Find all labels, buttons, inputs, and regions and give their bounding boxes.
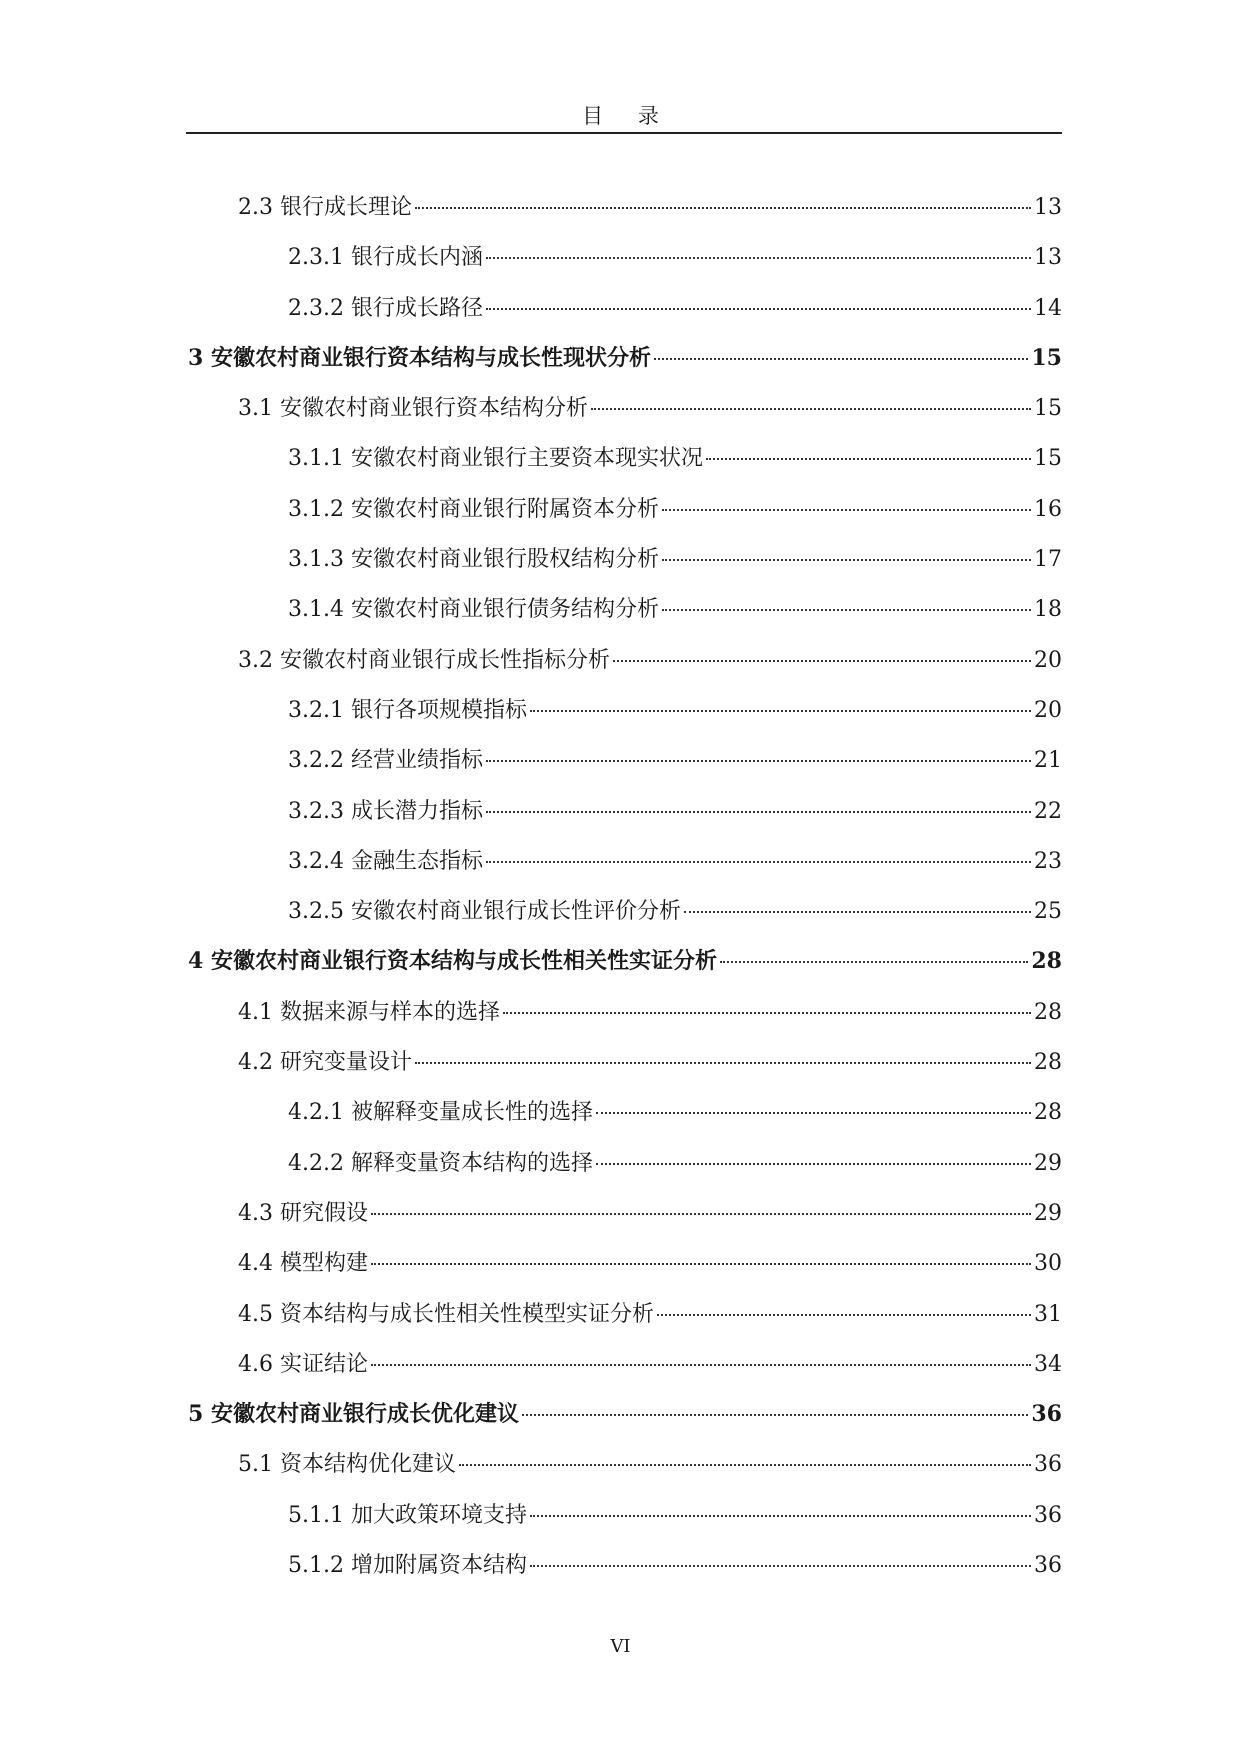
toc-entry[interactable] [186, 341, 1062, 391]
toc-entry[interactable] [186, 1347, 1062, 1397]
toc-entry-label: 3.1.3 安徽农村商业银行股权结构分析 [288, 547, 659, 573]
header-rule [186, 132, 1062, 134]
toc-entry-label: 5.1 资本结构优化建议 [238, 1452, 456, 1478]
toc-entry-page: 31 [1034, 1301, 1062, 1327]
toc-entry-label: 5 安徽农村商业银行成长优化建议 [188, 1401, 519, 1428]
toc-entry[interactable] [186, 492, 1062, 542]
toc-dot-leader [530, 1565, 1031, 1567]
toc-entry[interactable] [186, 1196, 1062, 1246]
toc-entry[interactable] [186, 1297, 1062, 1347]
toc-entry[interactable] [186, 995, 1062, 1045]
toc-dot-leader [415, 1062, 1031, 1064]
toc-entry[interactable] [186, 1498, 1062, 1548]
toc-entry-label: 3.1 安徽农村商业银行资本结构分析 [238, 396, 588, 422]
toc-entry-page: 18 [1034, 597, 1062, 623]
toc-entry[interactable] [186, 1397, 1062, 1447]
toc-entry[interactable] [186, 592, 1062, 642]
toc-dot-leader [706, 458, 1031, 460]
page-header-title: 目 录 [582, 104, 673, 128]
toc-entry-page: 15 [1034, 446, 1062, 472]
toc-entry-page: 23 [1034, 848, 1062, 874]
toc-dot-leader [486, 760, 1031, 762]
toc-entry-page: 29 [1034, 1200, 1062, 1226]
toc-entry-label: 3.1.4 安徽农村商业银行债务结构分析 [288, 597, 659, 623]
toc-entry[interactable] [186, 1246, 1062, 1296]
toc-entry-label: 3.2.4 金融生态指标 [288, 848, 483, 874]
toc-entry-label: 3.2.1 银行各项规模指标 [288, 697, 527, 723]
toc-entry-label: 3.1.1 安徽农村商业银行主要资本现实状况 [288, 446, 703, 472]
toc-entry-page: 36 [1034, 1553, 1062, 1579]
toc-entry[interactable] [186, 291, 1062, 341]
toc-entry[interactable] [186, 542, 1062, 592]
toc-dot-leader [530, 710, 1031, 712]
toc-dot-leader [662, 559, 1031, 561]
toc-dot-leader [662, 509, 1031, 511]
toc-entry[interactable] [186, 1447, 1062, 1497]
toc-dot-leader [371, 1263, 1031, 1265]
toc-entry[interactable] [186, 190, 1062, 240]
toc-entry-page: 28 [1034, 1050, 1062, 1076]
toc-dot-leader [684, 911, 1031, 913]
toc-entry-label: 3.2 安徽农村商业银行成长性指标分析 [238, 647, 610, 673]
toc-dot-leader [371, 1364, 1031, 1366]
toc-entry-page: 28 [1031, 948, 1062, 975]
toc-entry-label: 2.3.1 银行成长内涵 [288, 245, 483, 271]
toc-entry-label: 3.2.3 成长潜力指标 [288, 798, 483, 824]
toc-entry-page: 15 [1034, 396, 1062, 422]
toc-entry[interactable] [186, 1548, 1062, 1598]
toc-entry[interactable] [186, 794, 1062, 844]
toc-entry-label: 4.6 实证结论 [238, 1351, 368, 1377]
toc-entry-page: 34 [1034, 1351, 1062, 1377]
toc-entry-page: 28 [1034, 999, 1062, 1025]
toc-dot-leader [486, 308, 1031, 310]
toc-entry-page: 36 [1034, 1502, 1062, 1528]
toc-entry-label: 3.2.5 安徽农村商业银行成长性评价分析 [288, 899, 681, 925]
toc-entry-page: 29 [1034, 1150, 1062, 1176]
toc-entry-page: 36 [1031, 1401, 1062, 1428]
toc-entry[interactable] [186, 944, 1062, 994]
page-number: VI [610, 1636, 631, 1657]
toc-entry-page: 20 [1034, 697, 1062, 723]
toc-entry-label: 4.2.2 解释变量资本结构的选择 [288, 1150, 593, 1176]
toc-dot-leader [596, 1163, 1031, 1165]
toc-dot-leader [486, 811, 1031, 813]
toc-entry[interactable] [186, 1146, 1062, 1196]
toc-entry-label: 4.5 资本结构与成长性相关性模型实证分析 [238, 1301, 654, 1327]
toc-entry-page: 16 [1034, 496, 1062, 522]
toc-entry-page: 14 [1034, 295, 1062, 321]
toc-entry-label: 5.1.2 增加附属资本结构 [288, 1553, 527, 1579]
toc-entry[interactable] [186, 1095, 1062, 1145]
toc-entry-label: 3.1.2 安徽农村商业银行附属资本分析 [288, 496, 659, 522]
toc-dot-leader [596, 1112, 1031, 1114]
toc-entry-label: 3.2.2 经营业绩指标 [288, 748, 483, 774]
toc-entry-page: 21 [1034, 748, 1062, 774]
toc-entry-label: 2.3 银行成长理论 [238, 195, 412, 220]
toc-dot-leader [415, 207, 1031, 209]
toc-entry-label: 4 安徽农村商业银行资本结构与成长性相关性实证分析 [188, 948, 717, 975]
toc-dot-leader [657, 1314, 1031, 1316]
toc-entry-page: 20 [1034, 647, 1062, 673]
toc-entry[interactable] [186, 844, 1062, 894]
toc-entry-page: 36 [1034, 1452, 1062, 1478]
toc-entry-label: 4.2 研究变量设计 [238, 1050, 412, 1076]
toc-dot-leader [720, 961, 1028, 963]
toc-dot-leader [486, 861, 1031, 863]
toc-entry-page: 25 [1034, 899, 1062, 925]
toc-entry[interactable] [186, 441, 1062, 491]
toc-entry[interactable] [186, 743, 1062, 793]
toc-dot-leader [591, 408, 1031, 410]
table-of-contents [186, 190, 1062, 1598]
toc-entry-page: 28 [1034, 1100, 1062, 1126]
toc-dot-leader [654, 358, 1028, 360]
toc-entry-page: 13 [1034, 195, 1062, 220]
toc-entry[interactable] [186, 894, 1062, 944]
toc-entry-label: 2.3.2 银行成长路径 [288, 295, 483, 321]
toc-entry-label: 4.1 数据来源与样本的选择 [238, 999, 500, 1025]
toc-dot-leader [522, 1414, 1028, 1416]
toc-entry-label: 4.2.1 被解释变量成长性的选择 [288, 1100, 593, 1126]
toc-dot-leader [503, 1012, 1031, 1014]
toc-dot-leader [459, 1464, 1031, 1466]
toc-entry-label: 5.1.1 加大政策环境支持 [288, 1502, 527, 1528]
toc-entry-label: 3 安徽农村商业银行资本结构与成长性现状分析 [188, 344, 651, 371]
toc-entry-label: 4.4 模型构建 [238, 1251, 368, 1277]
toc-dot-leader [662, 609, 1031, 611]
toc-dot-leader [613, 660, 1031, 662]
toc-entry[interactable] [186, 240, 1062, 290]
toc-entry-page: 15 [1031, 344, 1062, 371]
toc-entry[interactable] [186, 693, 1062, 743]
toc-dot-leader [371, 1213, 1031, 1215]
toc-entry-page: 22 [1034, 798, 1062, 824]
toc-entry[interactable] [186, 643, 1062, 693]
toc-entry-page: 13 [1034, 245, 1062, 271]
toc-entry-page: 17 [1034, 547, 1062, 573]
toc-entry[interactable] [186, 1045, 1062, 1095]
toc-entry[interactable] [186, 391, 1062, 441]
toc-dot-leader [530, 1515, 1031, 1517]
toc-entry-page: 30 [1034, 1251, 1062, 1277]
toc-entry-label: 4.3 研究假设 [238, 1200, 368, 1226]
toc-dot-leader [486, 257, 1031, 259]
